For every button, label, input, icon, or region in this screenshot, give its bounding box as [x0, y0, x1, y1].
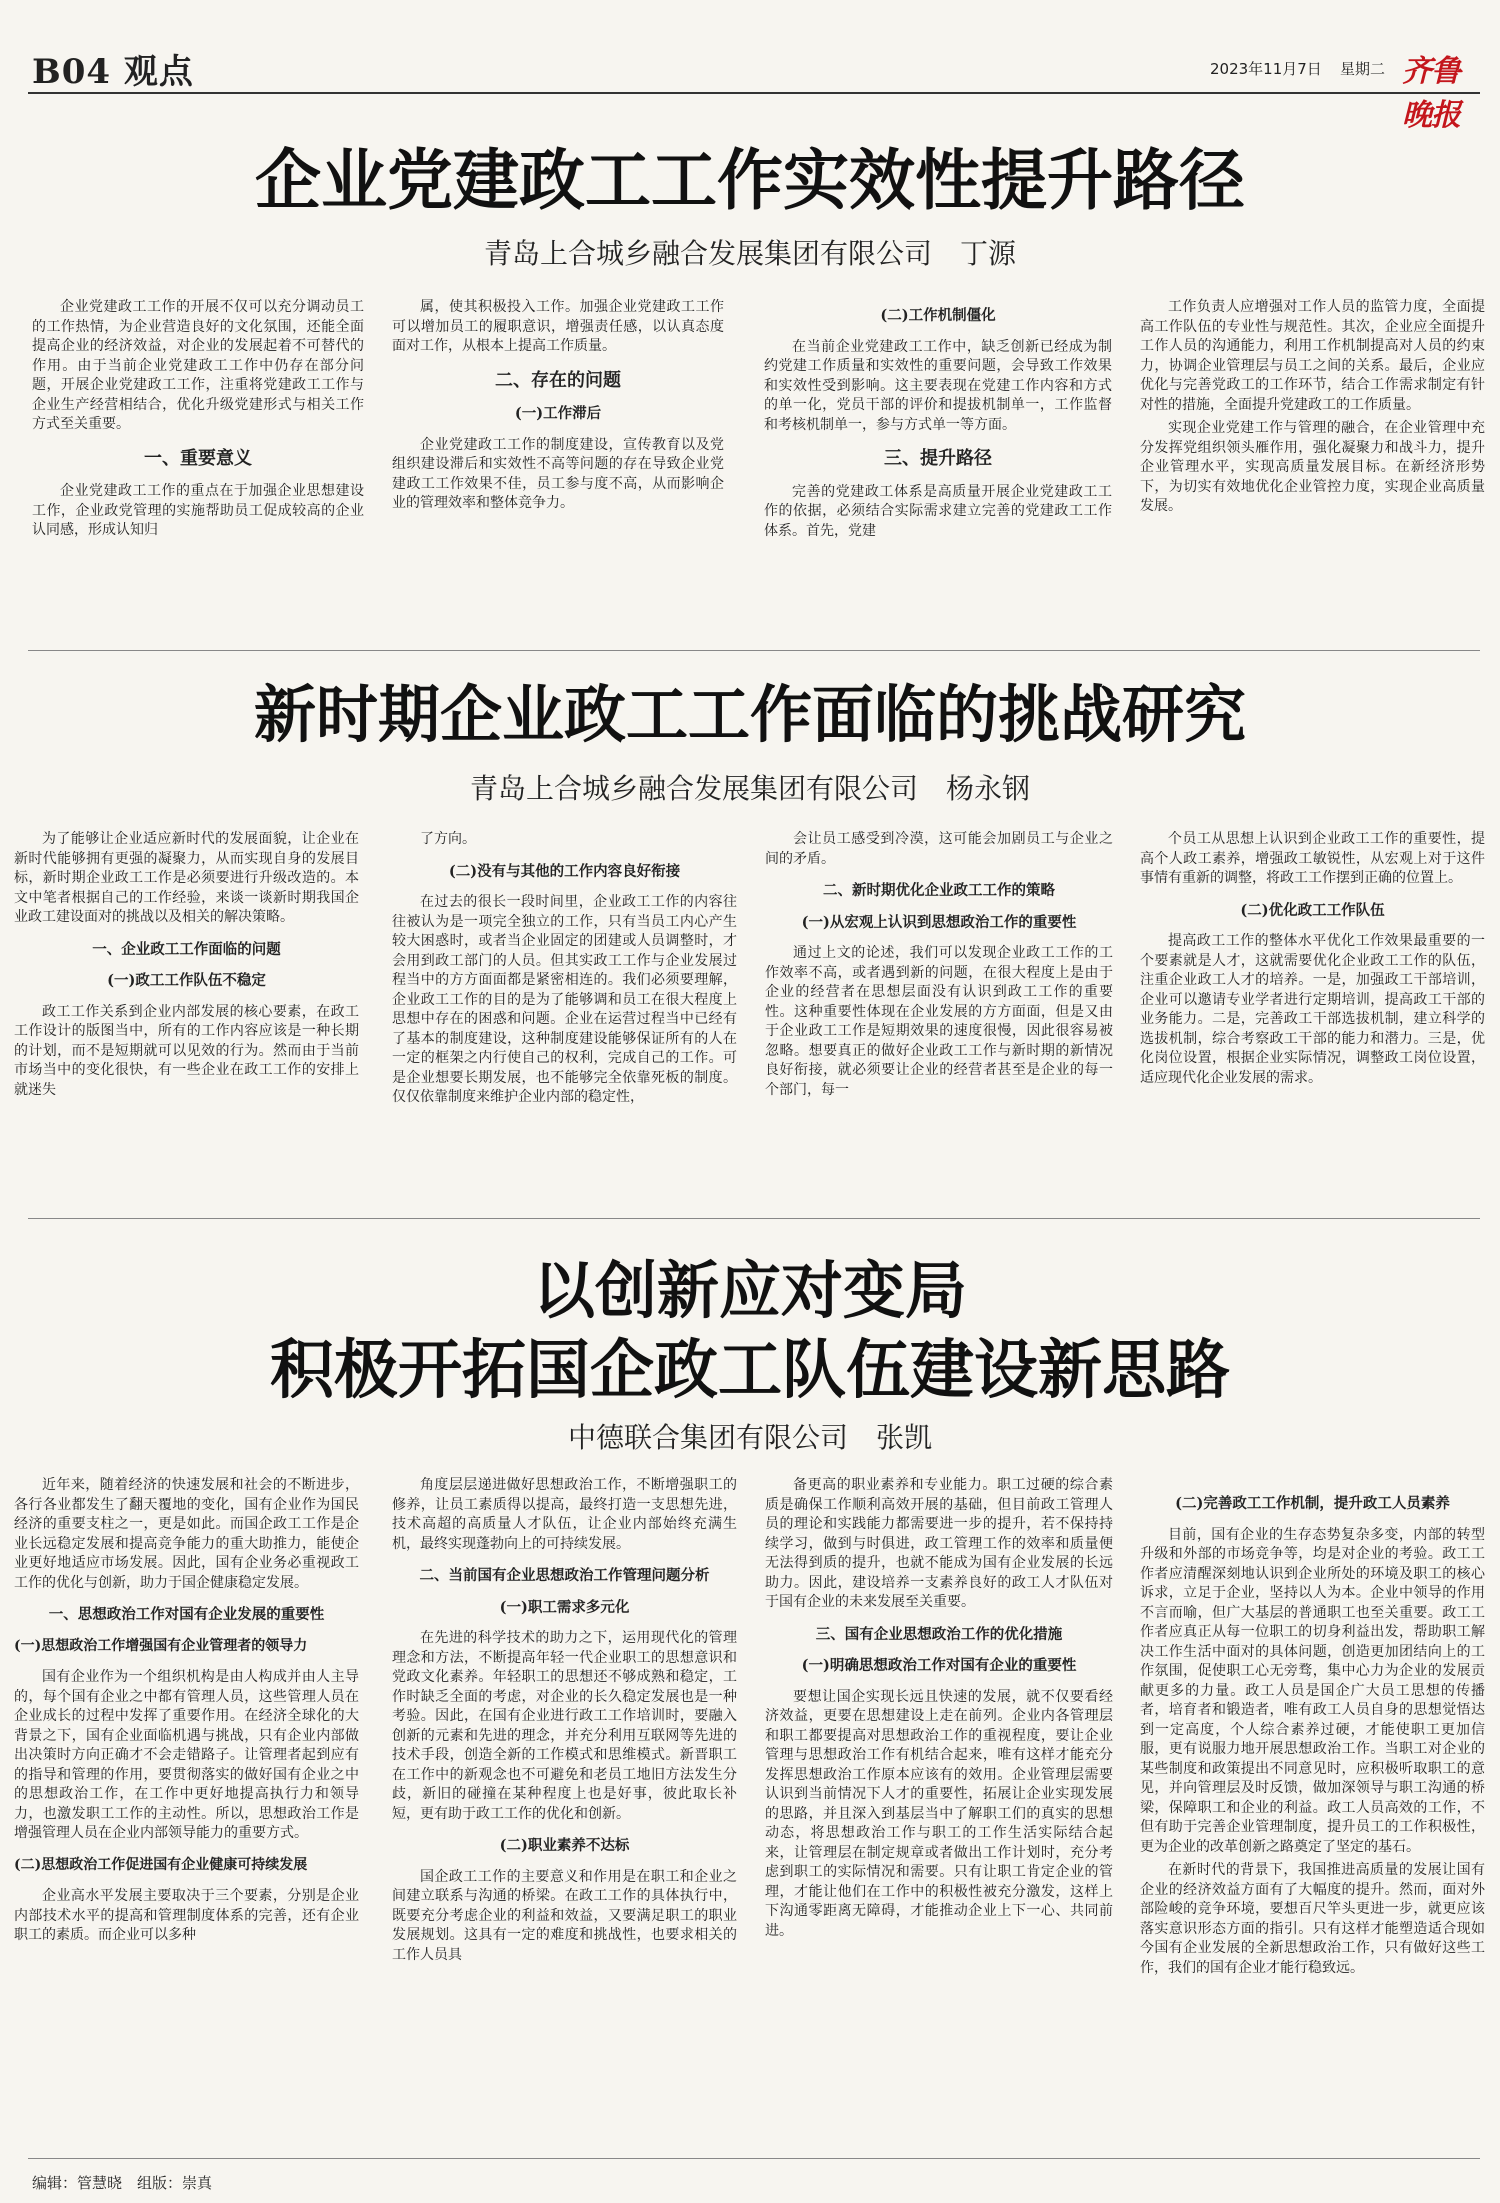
article1-col2: [392, 298, 724, 518]
section-heading: 一、重要意义: [144, 447, 252, 469]
section-heading: (一)职工需求多元化: [499, 1598, 630, 1616]
article1-title: 企业党建政工工作实效性提升路径: [255, 141, 1245, 219]
body-paragraph: 完善的党建政工体系是高质量开展企业党建政工工作的依据，必须结合实际需求建立完善的党建政工工作体系。首先，党建: [764, 483, 1112, 539]
section-heading: (一)从宏观上认识到思想政治工作的重要性: [801, 913, 1077, 931]
body-paragraph: 在过去的很长一段时间里，企业政工工作的内容往往被认为是一项完全独立的工作，只有当员工内心产生较大困惑时，或者当企业固定的团建或人员调整时，才会用到政工部门的人员。但其实政工工作与企业发展过程当中的方方面面都是紧密相连的。我们必须要理解，企业政工工作的目的是为了能够调和员工在很大程度上思想中存在的困惑和问题。企业在运营过程当中已经有了基本的制度建设，这种制度建设能够保证所有的人在一定的框架之内行使自己的权利，完成自己的工作。可是企业想要长期发展，也不能够完全依靠死板的制度。仅仅依靠制度来维护企业内部的稳定性，: [392, 894, 737, 1105]
issue-date: 2023年11月7日: [1210, 60, 1322, 78]
body-paragraph: 在先进的科学技术的助力之下，运用现代化的管理理念和方法，不断提高年轻一代企业职工的思想意识和党政文化素养。年轻职工的思想还不够成熟和稳定，工作时缺乏全面的考虑，对企业的长久稳定发展也是一种考验。因此，在国有企业进行政工工作培训时，要融入创新的元素和先进的理念，并充分利用互联网等先进的技术手段，创造全新的工作模式和思维模式。新晋职工在工作中的新观念也不可避免和老员工地旧方法发生分歧，新旧的碰撞在某种程度上也是好事，彼此取长补短，更有助于政工工作的优化和创新。: [392, 1630, 737, 1822]
section-heading: (二)优化政工工作队伍: [1240, 901, 1385, 919]
body-paragraph: 企业高水平发展主要取决于三个要素，分别是企业内部技术水平的提高和管理制度体系的完善，还有企业职工的素质。而企业可以多种: [14, 1888, 359, 1943]
article2-col4: [1140, 830, 1485, 1092]
section-heading: 一、企业政工工作面临的问题: [92, 940, 281, 958]
divider-1: [28, 650, 1480, 651]
section-heading: (一)政工工作队伍不稳定: [107, 972, 266, 989]
section-heading: 三、提升路径: [884, 448, 992, 469]
body-paragraph: 目前，国有企业的生存态势复杂多变，内部的转型升级和外部的市场竞争等，均是对企业的考验。政工工作者应清醒深刻地认识到企业所处的环境及职工的核心诉求，立足于企业，坚持以人为本。企业中领导的作用不言而喻，但广大基层的普通职工也至关重要。政工工作者应真正从每一位职工的切身利益出发，帮助职工解决工作生活中面对的具体问题，创造更加团结向上的工作氛围，促使职工心无旁骛，集中心力为企业的发展贡献更多的力量。政工人员是国企广大员工思想的传播者，培育者和锻造者，唯有政工人员自身的思想觉悟达到一定高度，个人综合素养过硬，才能使职工更加信服，更有说服力地开展思想政治工作。当职工对企业的某些制度和政策提出不同意见时，应积极听取职工的意见，并向管理层及时反馈，做加深领导与职工沟通的桥梁，保障职工和企业的利益。政工人员高效的工作，不但有助于完善企业管理制度，提升员工的工作积极性，更为企业的改革创新之路奠定了坚定的基石。: [1140, 1526, 1485, 1855]
body-paragraph: 角度层层递进做好思想政治工作，不断增强职工的修养，让员工素质得以提高，最终打造一支思想先进，技术高超的高质量人才队伍，让企业内部始终充满生机，最终实现蓬勃向上的可持续发展。: [392, 1477, 737, 1552]
section-heading: 三、国有企业思想政治工作的优化措施: [815, 1625, 1063, 1643]
body-paragraph: 在新时代的背景下，我国推进高质量的发展让国有企业的经济效益方面有了大幅度的提升。然而，面对外部险峻的竞争环境，要想百尺竿头更进一步，就更应该落实意识形态方面的指引。只有这样才能塑造适合现如今国有企业发展的全新思想政治工作，只有做好这些工作，我们的国有企业才能行稳致远。: [1140, 1862, 1485, 1976]
article1-col4: [1140, 298, 1485, 521]
divider-2: [28, 1218, 1480, 1219]
article3-title-line1: 以创新应对变局: [532, 1254, 967, 1327]
body-paragraph: 了方向。: [420, 831, 476, 847]
section-heading: (二)工作机制僵化: [880, 307, 996, 324]
newspaper-logo: 齐鲁晚报: [1402, 54, 1460, 133]
article3-author: 中德联合集团有限公司 张凯: [567, 1421, 932, 1454]
body-paragraph: 实现企业党建工作与管理的融合，在企业管理中充分发挥党组织领头雁作用，强化凝聚力和战斗力，提升企业管理水平，实现高质量发展目标。在新经济形势下，为切实有效地优化企业管控力度，实现企业高质量发展。: [1140, 420, 1485, 514]
body-paragraph: 工作负责人应增强对工作人员的监管力度，全面提高工作队伍的专业性与规范性。其次，企业应全面提升工作人员的沟通能力，利用工作机制提高对人员的约束力，协调企业管理层与员工之间的关系。最后，企业应优化与完善党政工的工作环节，结合工作需求制定有针对性的措施，全面提升党建政工的工作质量。: [1140, 299, 1485, 413]
article2-col1: [14, 830, 359, 1104]
section-heading: 一、思想政治工作对国有企业发展的重要性: [48, 1606, 325, 1623]
article1-col3: [764, 304, 1112, 545]
section-heading: (一)思想政治工作增强国有企业管理者的领导力: [14, 1637, 308, 1654]
body-paragraph: 在当前企业党建政工工作中，缺乏创新已经成为制约党建工作质量和实效性的重要问题，会导致工作效果和实效性受到影响。这主要表现在党建工作内容和方式的单一化，党员干部的评价和提拔机制单一，工作监督和考核机制单一，参与方式单一等方面。: [764, 338, 1112, 433]
section-label: B04 观点: [32, 52, 194, 92]
section-heading: (二)职业素养不达标: [499, 1837, 630, 1854]
article3-col1: [14, 1476, 359, 1950]
body-paragraph: 企业党建政工工作的制度建设，宣传教育以及党组织建设滞后和实效性不高等问题的存在导致企业党建政工工作效果不佳，员工参与度不高，从而影响企业的管理效率和整体竞争力。: [392, 436, 724, 511]
body-paragraph: 会让员工感受到冷漠，这可能会加剧员工与企业之间的矛盾。: [765, 831, 1113, 867]
section-heading: (二)没有与其他的工作内容良好衔接: [448, 862, 681, 880]
body-paragraph: 通过上文的论述，我们可以发现企业政工工作的工作效率不高，或者遇到新的问题，在很大程度上是由于企业的经营者在思想层面没有认识到政工工作的重要性。这种重要性体现在企业发展的方方面面，但是又由于企业政工工作是短期效果的速度很慢，因此很容易被忽略。想要真正的做好企业政工工作与新时期的新情况良好衔接，就必须要让企业的经营者甚至是企业的每一个部门，每一: [765, 945, 1113, 1098]
body-paragraph: 政工工作关系到企业内部发展的核心要素，在政工工作设计的版图当中，所有的工作内容应该是一种长期的计划，而不是短期就可以见效的行为。然而由于当前市场当中的变化很快，有一些企业在政工工作的安排上就迷失: [14, 1003, 359, 1098]
section-heading: 二、存在的问题: [495, 369, 621, 391]
body-paragraph: 国企政工工作的主要意义和作用是在职工和企业之间建立联系与沟通的桥梁。在政工工作的具体执行中，既要充分考虑企业的利益和效益，又要满足职工的职业发展规划。这具有一定的难度和挑战性，也要求相关的工作人员具: [392, 1868, 737, 1963]
footer-credits: 编辑：管慧晓 组版：崇真: [32, 2174, 213, 2192]
section-heading: (二)完善政工工作机制，提升政工人员素养: [1175, 1495, 1450, 1512]
article1-col1: [32, 298, 364, 545]
article3-col3: [765, 1476, 1113, 1945]
body-paragraph: 备更高的职业素养和专业能力。职工过硬的综合素质是确保工作顺利高效开展的基础，但目前政工管理人员的理论和实践能力都需要进一步的提升，若不保持持续学习，做到与时俱进，政工管理工作的效率和质量便无法得到质的提升，也就不能成为国有企业发展的长远助力。因此，建设培养一支素养良好的政工人才队伍对于国有企业的未来发展至关重要。: [765, 1477, 1113, 1610]
section-heading: 二、新时期优化企业政工工作的策略: [823, 882, 1055, 899]
body-paragraph: 为了能够让企业适应新时代的发展面貌，让企业在新时代能够拥有更强的凝聚力，从而实现自身的发展目标，新时期企业政工工作是必须要进行升级改造的。本文中笔者根据自己的工作经验，来谈一谈新时期我国企业政工建设面对的挑战以及相关的解决策略。: [14, 831, 359, 925]
article3-col2: [392, 1476, 737, 1969]
section-heading: (一)工作滞后: [514, 405, 602, 422]
article3-col4: [1140, 1492, 1485, 1982]
article1-author: 青岛上合城乡融合发展集团有限公司 丁源: [483, 237, 1016, 270]
body-paragraph: 个员工从思想上认识到企业政工工作的重要性，提高个人政工素养，增强政工敏锐性，从宏观上对于这件事情有重新的调整，将政工工作摆到正确的位置上。: [1140, 831, 1485, 886]
footer-rule: [28, 2158, 1480, 2159]
body-paragraph: 属，使其积极投入工作。加强企业党建政工工作可以增加员工的履职意识，增强责任感，以认真态度面对工作，从根本上提高工作质量。: [392, 299, 724, 354]
article3-title-line2: 积极开拓国企政工队伍建设新思路: [270, 1333, 1230, 1408]
body-paragraph: 提高政工工作的整体水平优化工作效果最重要的一个要素就是人才，这就需要优化企业政工工作的队伍，注重企业政工人才的培养。一是，加强政工干部培训，企业可以邀请专业学者进行定期培训，提高政工干部的业务能力。二是，完善政工干部选拔机制，建立科学的选拔机制，综合考察政工干部的能力和潜力。三是，优化岗位设置，根据企业实际情况，调整政工岗位设置，适应现代化企业发展的需求。: [1140, 933, 1485, 1086]
article2-title: 新时期企业政工工作面临的挑战研究: [253, 678, 1246, 751]
page-header: [32, 40, 1482, 133]
body-paragraph: 国有企业作为一个组织机构是由人构成并由人主导的，每个国有企业之中都有管理人员，这些管理人员在企业成长的过程中发挥了重要作用。在经济全球化的大背景之下，国有企业面临机遇与挑战，只有企业内部做出决策时方向正确才不会走错路子。让管理者起到应有的指导和管理的作用，要贯彻落实的做好国有企业之中的思想政治工作，在工作中更好地提高执行力和领导力，也激发职工工作的主动性。所以，思想政治工作是增强管理人员在企业内部领导能力的重要方式。: [14, 1669, 359, 1841]
body-paragraph: 企业党建政工工作的重点在于加强企业思想建设工作，企业政党管理的实施帮助员工促成较高的企业认同感，形成认知归: [32, 483, 364, 538]
header-rule: [28, 92, 1480, 94]
section-heading: 二、当前国有企业思想政治工作管理问题分析: [419, 1567, 710, 1584]
article2-author: 青岛上合城乡融合发展集团有限公司 杨永钢: [469, 772, 1030, 805]
article2-col2: [392, 830, 737, 1112]
issue-weekday: 星期二: [1340, 60, 1386, 78]
article2-col3: [765, 830, 1113, 1104]
section-heading: (二)思想政治工作促进国有企业健康可持续发展: [14, 1856, 308, 1873]
section-heading: (一)明确思想政治工作对国有企业的重要性: [801, 1657, 1077, 1674]
body-paragraph: 要想让国企实现长远且快速的发展，就不仅要看经济效益，更要在思想建设上走在前列。企业内各管理层和职工都要提高对思想政治工作的重视程度，要让企业管理与思想政治工作有机结合起来，唯有这样才能充分发挥思想政治工作原本应该有的效用。企业管理层需要认识到当前情况下人才的重要性，拓展让企业实现发展的思路，并且深入到基层当中了解职工们的真实的思想动态，将思想政治工作与职工的工作生活实际结合起来，让管理层在制定规章或者做出工作计划时，充分考虑到职工的实际情况和需要。只有让职工肯定企业的管理，才能让他们在工作中的积极性被充分激发，这样上下沟通零距离无障碍，才能推动企业上下一心、共同前进。: [765, 1688, 1113, 1939]
body-paragraph: 近年来，随着经济的快速发展和社会的不断进步，各行各业都发生了翻天覆地的变化，国有企业作为国民经济的重要支柱之一，更是如此。而国企政工工作是企业长远稳定发展和提高竞争能力的重大助推力，能使企业更好地适应市场发展。因此，国有企业务必重视政工工作的优化与创新，助力于国企健康稳定发展。: [14, 1477, 359, 1591]
body-paragraph: 企业党建政工工作的开展不仅可以充分调动员工的工作热情，为企业营造良好的文化氛围，还能全面提高企业的经济效益，对企业的发展起着不可替代的作用。由于当前企业党建政工工作中仍存在部分问题，开展企业党建政工工作，注重将党建政工工作与企业生产经营相结合，优化升级党建形式与相关工作方式至关重要。: [32, 299, 364, 432]
